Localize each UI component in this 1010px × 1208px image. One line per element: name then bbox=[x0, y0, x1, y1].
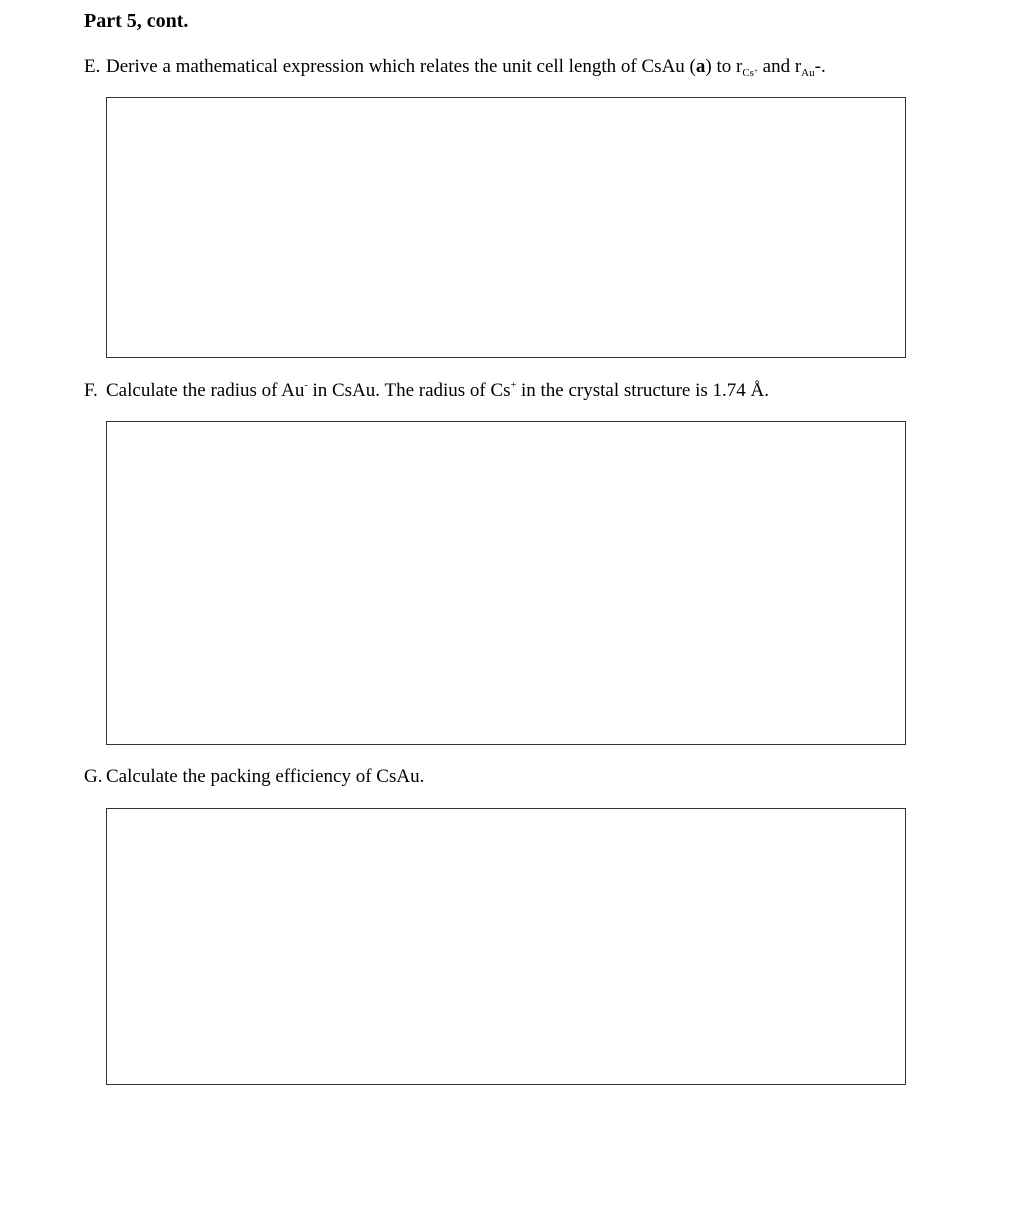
au-subscript: Au bbox=[801, 67, 815, 79]
answer-box-f[interactable] bbox=[106, 421, 906, 745]
question-e-letter: E. bbox=[84, 56, 101, 77]
question-f-text-start: Calculate the radius of Au bbox=[106, 380, 305, 401]
question-e bbox=[84, 54, 826, 83]
au-charge-superscript: - bbox=[304, 380, 308, 391]
answer-box-g[interactable] bbox=[106, 808, 906, 1085]
cs-subscript bbox=[742, 67, 758, 79]
unit-cell-variable: a bbox=[695, 56, 706, 77]
question-f-text-end: in the crystal structure is 1.74 Å. bbox=[516, 380, 769, 401]
question-e-text-mid: ) to r bbox=[705, 56, 743, 77]
question-e-text-start: Derive a mathematical expression which relates the unit cell length of CsAu ( bbox=[106, 56, 696, 77]
question-f-letter: F. bbox=[84, 380, 98, 401]
question-e-text-end: . bbox=[820, 56, 826, 77]
cs-subscript-text: Cs bbox=[742, 67, 754, 79]
question-g-letter: G. bbox=[84, 766, 103, 787]
au-charge: - bbox=[814, 56, 821, 77]
page-title: Part 5, cont. bbox=[84, 10, 189, 32]
question-g bbox=[84, 764, 424, 790]
cs-charge-superscript: + bbox=[510, 380, 517, 391]
cs-charge: + bbox=[753, 67, 758, 75]
question-g-text: Calculate the packing efficiency of CsAu. bbox=[106, 766, 425, 787]
question-f-text-mid: in CsAu. The radius of Cs bbox=[307, 380, 511, 401]
question-e-text-and: and r bbox=[757, 56, 802, 77]
question-f bbox=[84, 378, 769, 407]
answer-box-e[interactable] bbox=[106, 97, 906, 358]
